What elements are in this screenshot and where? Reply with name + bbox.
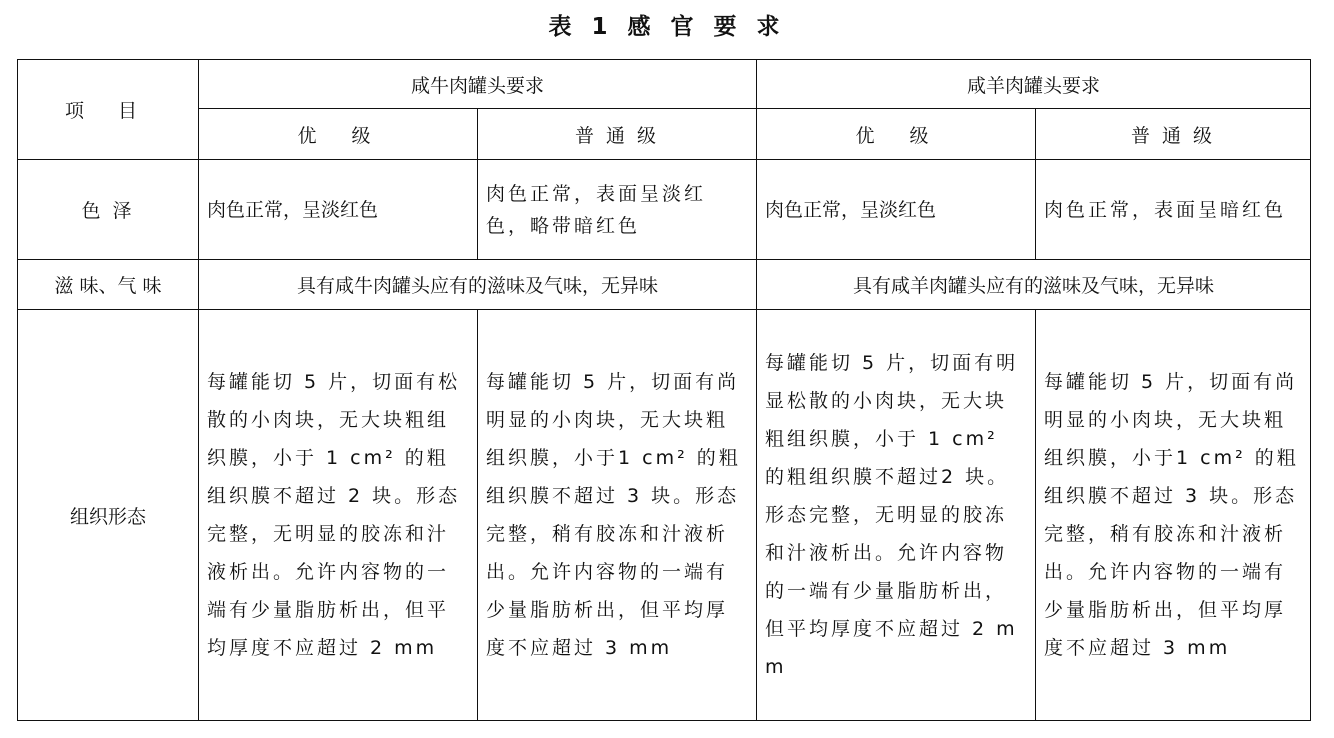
table-title: 表 1 感 官 要 求 xyxy=(548,14,786,40)
texture-mutton-excellent: 每罐能切 5 片，切面有明显松散的小肉块，无大块粗组织膜，小于 1 cm² 的粗组织膜不超过2 块。形态完整，无明显的胶冻和汁液析出。允许内容物的一端有少量脂肪析出，但平均厚度不应超过 2 mm xyxy=(757,310,1036,721)
beef-ordinary-header: 普 通 级 xyxy=(478,109,757,160)
taste-row xyxy=(18,260,1311,310)
texture-label: 组织形态 xyxy=(18,310,199,721)
texture-beef-excellent: 每罐能切 5 片，切面有松散的小肉块，无大块粗组织膜，小于 1 cm² 的粗组织膜不超过 2 块。形态完整，无明显的胶冻和汁液析出。允许内容物的一端有少量脂肪析出，但平均厚度不应超过 2 mm xyxy=(199,310,478,721)
item-header: 项 目 xyxy=(18,60,199,160)
taste-label: 滋 味、气 味 xyxy=(18,260,199,310)
header-row-1 xyxy=(18,60,1311,109)
color-row xyxy=(18,160,1311,260)
color-beef-ordinary: 肉色正常，表面呈淡红色，略带暗红色 xyxy=(478,160,757,260)
mutton-header: 咸羊肉罐头要求 xyxy=(757,60,1311,109)
color-mutton-excellent: 肉色正常，呈淡红色 xyxy=(757,160,1036,260)
texture-mutton-ordinary: 每罐能切 5 片，切面有尚明显的小肉块，无大块粗组织膜，小于1 cm² 的粗组织膜不超过 3 块。形态完整，稍有胶冻和汁液析出。允许内容物的一端有少量脂肪析出，但平均厚度不应超过 3 mm xyxy=(1036,310,1311,721)
texture-beef-ordinary: 每罐能切 5 片，切面有尚明显的小肉块，无大块粗组织膜，小于1 cm² 的粗组织膜不超过 3 块。形态完整，稍有胶冻和汁液析出。允许内容物的一端有少量脂肪析出，但平均厚度不应超过 3 mm xyxy=(478,310,757,721)
taste-mutton: 具有咸羊肉罐头应有的滋味及气味，无异味 xyxy=(757,260,1311,310)
beef-header: 咸牛肉罐头要求 xyxy=(199,60,757,109)
mutton-ordinary-header: 普 通 级 xyxy=(1036,109,1311,160)
color-beef-excellent: 肉色正常，呈淡红色 xyxy=(199,160,478,260)
sensory-requirements-table xyxy=(17,59,1311,721)
color-label: 色 泽 xyxy=(18,160,199,260)
taste-beef: 具有咸牛肉罐头应有的滋味及气味，无异味 xyxy=(199,260,757,310)
texture-row xyxy=(18,310,1311,721)
header-row-2 xyxy=(18,109,1311,160)
beef-excellent-header: 优 级 xyxy=(199,109,478,160)
mutton-excellent-header: 优 级 xyxy=(757,109,1036,160)
color-mutton-ordinary: 肉色正常，表面呈暗红色 xyxy=(1036,160,1311,260)
